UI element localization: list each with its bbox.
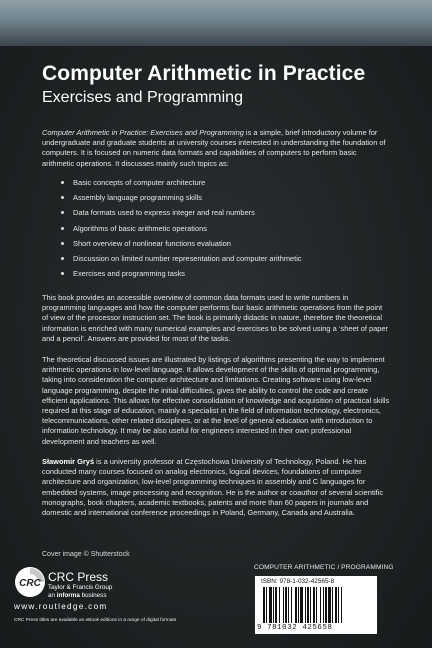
- bullet-icon: [61, 196, 64, 199]
- list-item-text: Exercises and programming tasks: [73, 269, 186, 279]
- barcode-stripe: [323, 587, 324, 623]
- intro-italic-title: Computer Arithmetic in Practice: Exercises and Programming: [42, 128, 244, 137]
- barcode-stripe: [263, 587, 265, 623]
- list-item-text: Short overview of nonlinear functions evaluation: [73, 238, 231, 248]
- barcode-stripe: [320, 587, 321, 623]
- author-paragraph: [42, 457, 390, 518]
- barcode-stripe: [325, 587, 327, 623]
- bullet-icon: [61, 181, 64, 184]
- isbn-text: ISBN: 978-1-032-42565-8: [261, 578, 335, 585]
- barcode-number: 9 781032 425658: [257, 624, 333, 632]
- list-item: [42, 178, 390, 193]
- publisher-name: CRC Press: [48, 570, 109, 584]
- barcode-stripe: [310, 587, 311, 623]
- list-item: [42, 269, 390, 284]
- barcode-stripe: [316, 587, 317, 623]
- list-item: [42, 239, 390, 254]
- list-item: [42, 193, 390, 208]
- barcode-icon: [263, 587, 367, 623]
- barcode-stripe: [279, 587, 280, 623]
- barcode-stripe: [338, 587, 339, 623]
- publisher-group: Taylor & Francis Group: [48, 584, 113, 591]
- list-item: [42, 208, 390, 223]
- barcode-stripe: [275, 587, 277, 623]
- intro-paragraph: [42, 128, 390, 169]
- barcode-stripe: [269, 587, 272, 623]
- barcode-stripe: [291, 587, 292, 623]
- list-item-text: Discussion on limited number representation and computer arithmetic: [73, 253, 302, 263]
- publisher-informa: [48, 592, 106, 599]
- subject-category: COMPUTER ARITHMETIC / PROGRAMMING: [254, 564, 394, 571]
- list-item-text: Assembly language programming skills: [73, 193, 202, 203]
- book-title: Computer Arithmetic in Practice: [42, 62, 366, 85]
- barcode-stripe: [266, 587, 267, 623]
- bullet-icon: [61, 272, 64, 275]
- barcode-stripe: [298, 587, 299, 623]
- overview-paragraph: This book provides an accessible overview of common data formats used to write numbers in programming languages and how the computer performs four basic arithmetic operations from the point of view of the processor instruction set. The book is primarily didactic in nature, therefore the theoretical information is enriched with many numerical examples and exercises to be solved using a ‘sheet of paper and a pencil’. Answers are provided for most of the tasks.: [42, 293, 389, 343]
- bullet-icon: [61, 257, 64, 260]
- barcode-stripe: [295, 587, 297, 623]
- barcode-stripe: [273, 587, 274, 623]
- barcode-panel: [255, 576, 377, 634]
- author-bio: is a university professor at Częstochowa University of Technology, Poland. He has conducted many courses focused on analog electronics, logical devices, foundations of computer architecture and organization, low-level programming techniques in assembly and C languages for embedded systems, image processing and recognition. He is the author or coauthor of several scientific monographs, book chapters, academic textbooks, patents and more than 60 papers in journals and domestic and international conference proceedings in Poland, Germany, Canada and Australia.: [42, 457, 384, 518]
- theory-paragraph: The theoretical discussed issues are illustrated by listings of algorithms presenting the way to implement arithmetic operations in low-level language. It allows development of the skills of optimal programming, taking into consideration the computer architecture and limitations. Creating software using low-level language programming, despite the initial difficulties, gives the ability to control the code and create efficient applications. This allows for effective consolidation of knowledge and acquisition of practical skills required at this stage of education, mainly a specialist in the field of information technology, electronics, telecommunications, other related disciplines, or at the level of general education with introduction to information technology. It may be also useful for engineers interested in their own professional development and teachers as well.: [42, 355, 390, 446]
- barcode-stripe: [300, 587, 303, 623]
- list-item: [42, 224, 390, 239]
- list-item-text: Basic concepts of computer architecture: [73, 178, 206, 187]
- barcode-stripe: [307, 587, 309, 623]
- bullet-icon: [61, 242, 64, 245]
- list-item: [42, 254, 390, 269]
- barcode-stripe: [313, 587, 315, 623]
- barcode-stripe: [335, 587, 337, 623]
- barcode-stripe: [305, 587, 306, 623]
- topics-list: [42, 178, 390, 284]
- bullet-icon: [61, 227, 64, 230]
- ebook-note: CRC Press titles are available as eBook editions in a range of digital formats: [14, 618, 177, 623]
- list-item-text: Algorithms of basic arithmetic operations: [73, 223, 207, 233]
- informa-suffix: business: [79, 592, 107, 599]
- logo-text: CRC: [19, 578, 41, 589]
- book-subtitle: Exercises and Programming: [42, 89, 243, 106]
- barcode-stripe: [332, 587, 333, 623]
- barcode-stripe: [328, 587, 331, 623]
- crc-logo-icon: [14, 566, 46, 598]
- cover-image-credit: Cover image © Shutterstock: [42, 551, 130, 558]
- barcode-stripe: [285, 587, 287, 623]
- publisher-website: www.routledge.com: [14, 602, 108, 611]
- informa-bold: informa: [56, 592, 80, 599]
- barcode-stripe: [283, 587, 284, 623]
- barcode-stripe: [288, 587, 289, 623]
- author-name: Sławomir Gryś: [42, 457, 95, 466]
- barcode-stripe: [341, 587, 342, 623]
- intro-text: is a simple, brief introductory volume for undergraduate and graduate students at university courses interested in understanding the foundation of computers. It is focused on numeric data formats and capabilities of computers to perform basic arithmetic operations. It discusses mainly such topics as:: [42, 128, 386, 168]
- informa-prefix: an: [48, 592, 57, 599]
- bullet-icon: [61, 211, 64, 214]
- list-item-text: Data formats used to express integer and real numbers: [73, 208, 255, 218]
- top-color-band: [0, 0, 432, 46]
